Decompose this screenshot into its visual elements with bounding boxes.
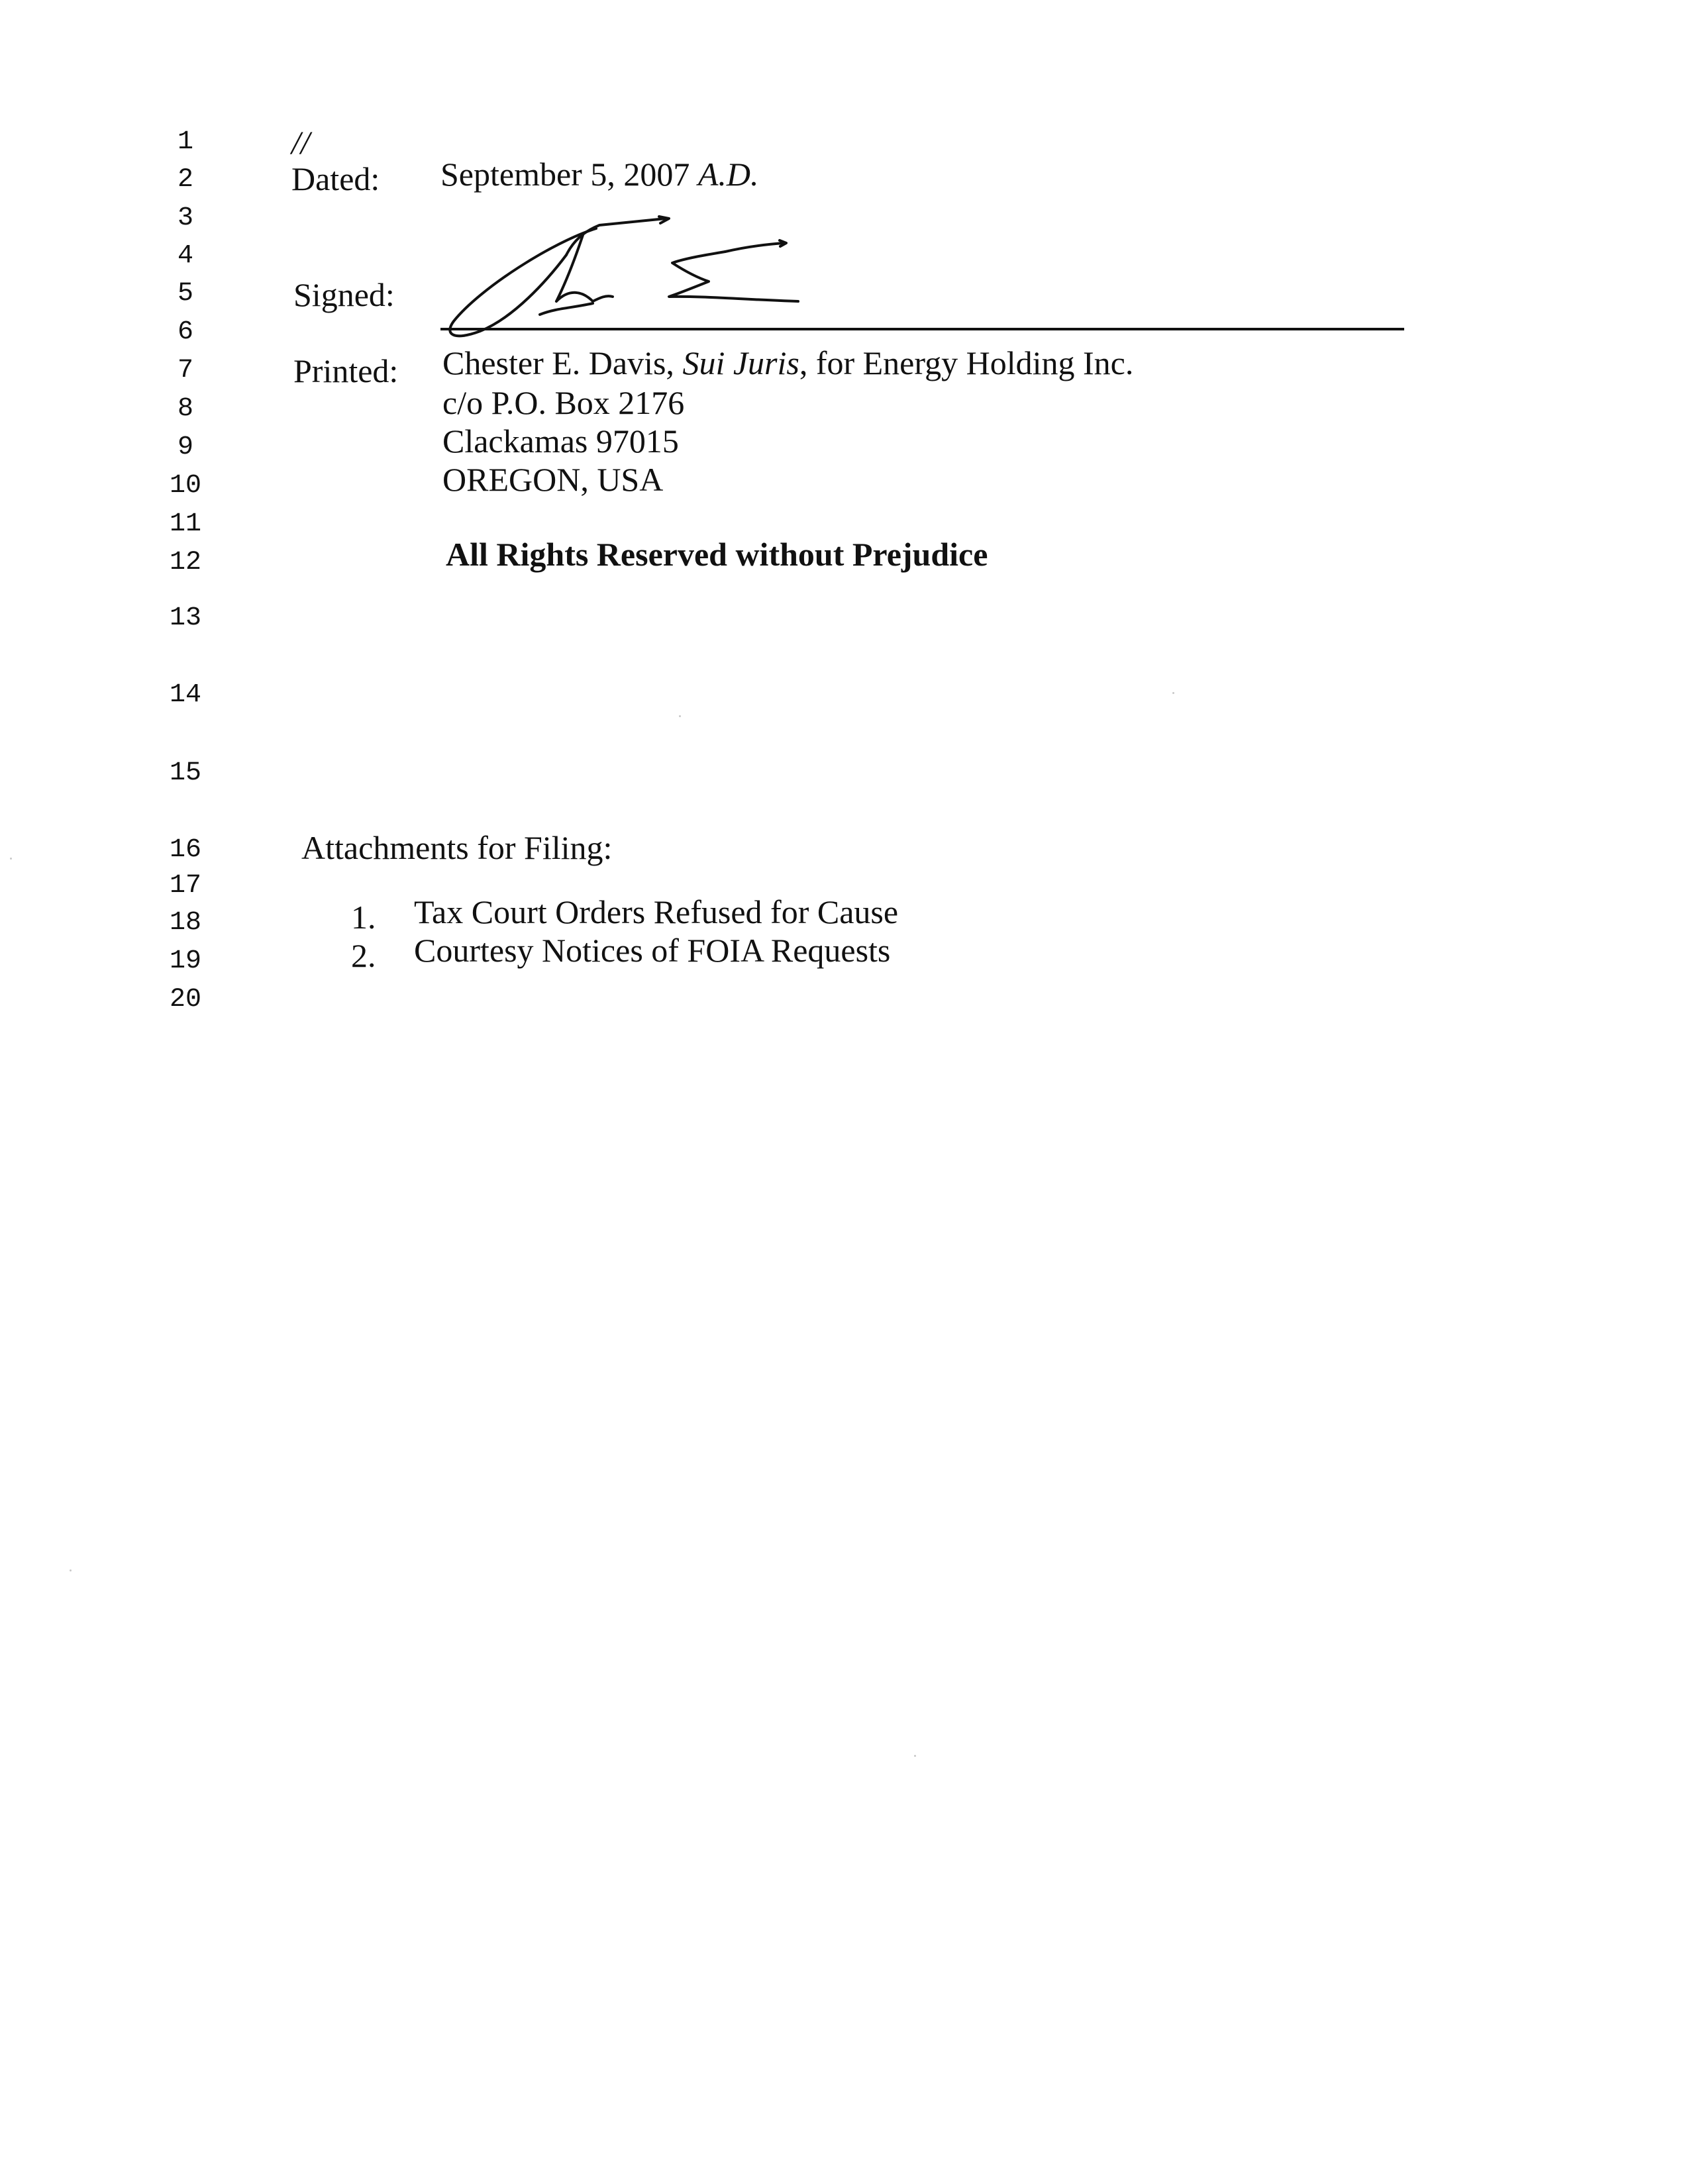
reservation-statement: All Rights Reserved without Prejudice [446, 536, 988, 573]
attachment-number: 2. [351, 937, 376, 974]
printed-name: Chester E. Davis, [442, 344, 674, 381]
address-line-1: c/o P.O. Box 2176 [442, 384, 685, 421]
scan-speck [70, 1569, 72, 1571]
line-number: 8 [177, 394, 193, 424]
scan-speck [1172, 692, 1174, 694]
line-number: 18 [169, 908, 201, 938]
scan-speck [10, 858, 12, 860]
line-number: 1 [177, 127, 193, 157]
scan-speck [679, 715, 681, 717]
signed-label: Signed: [293, 276, 395, 313]
line-number: 19 [169, 946, 201, 976]
line-number: 16 [169, 835, 201, 865]
header-mark: // [291, 124, 310, 161]
line-number: 5 [177, 279, 193, 309]
signature-line [440, 328, 1404, 330]
line-number: 4 [177, 241, 193, 271]
address-line-3: OREGON, USA [442, 461, 664, 498]
line-number: 3 [177, 203, 193, 233]
scan-speck [914, 1755, 916, 1757]
printed-name-line [442, 346, 1133, 379]
line-number: 20 [169, 985, 201, 1015]
line-number: 7 [177, 356, 193, 385]
attachments-heading: Attachments for Filing: [301, 829, 613, 866]
dated-value [440, 158, 758, 191]
line-number: 6 [177, 317, 193, 347]
line-number: 11 [169, 509, 201, 539]
date-text: September 5, 2007 [440, 156, 690, 193]
dated-label: Dated: [291, 160, 380, 197]
printed-capacity: Sui Juris [682, 344, 799, 381]
printed-label: Printed: [293, 352, 399, 389]
line-number: 17 [169, 871, 201, 901]
line-number: 9 [177, 432, 193, 462]
date-era: A.D. [697, 156, 759, 193]
printed-entity: , for Energy Holding Inc. [799, 344, 1134, 381]
line-number: 2 [177, 165, 193, 195]
attachment-item: Tax Court Orders Refused for Cause [414, 893, 899, 930]
attachment-item: Courtesy Notices of FOIA Requests [414, 932, 891, 969]
line-number: 12 [169, 548, 201, 577]
line-number: 14 [169, 680, 201, 710]
attachment-number: 1. [351, 899, 376, 936]
line-number: 15 [169, 758, 201, 788]
address-line-2: Clackamas 97015 [442, 422, 679, 460]
line-number: 10 [169, 471, 201, 501]
line-number: 13 [169, 603, 201, 633]
